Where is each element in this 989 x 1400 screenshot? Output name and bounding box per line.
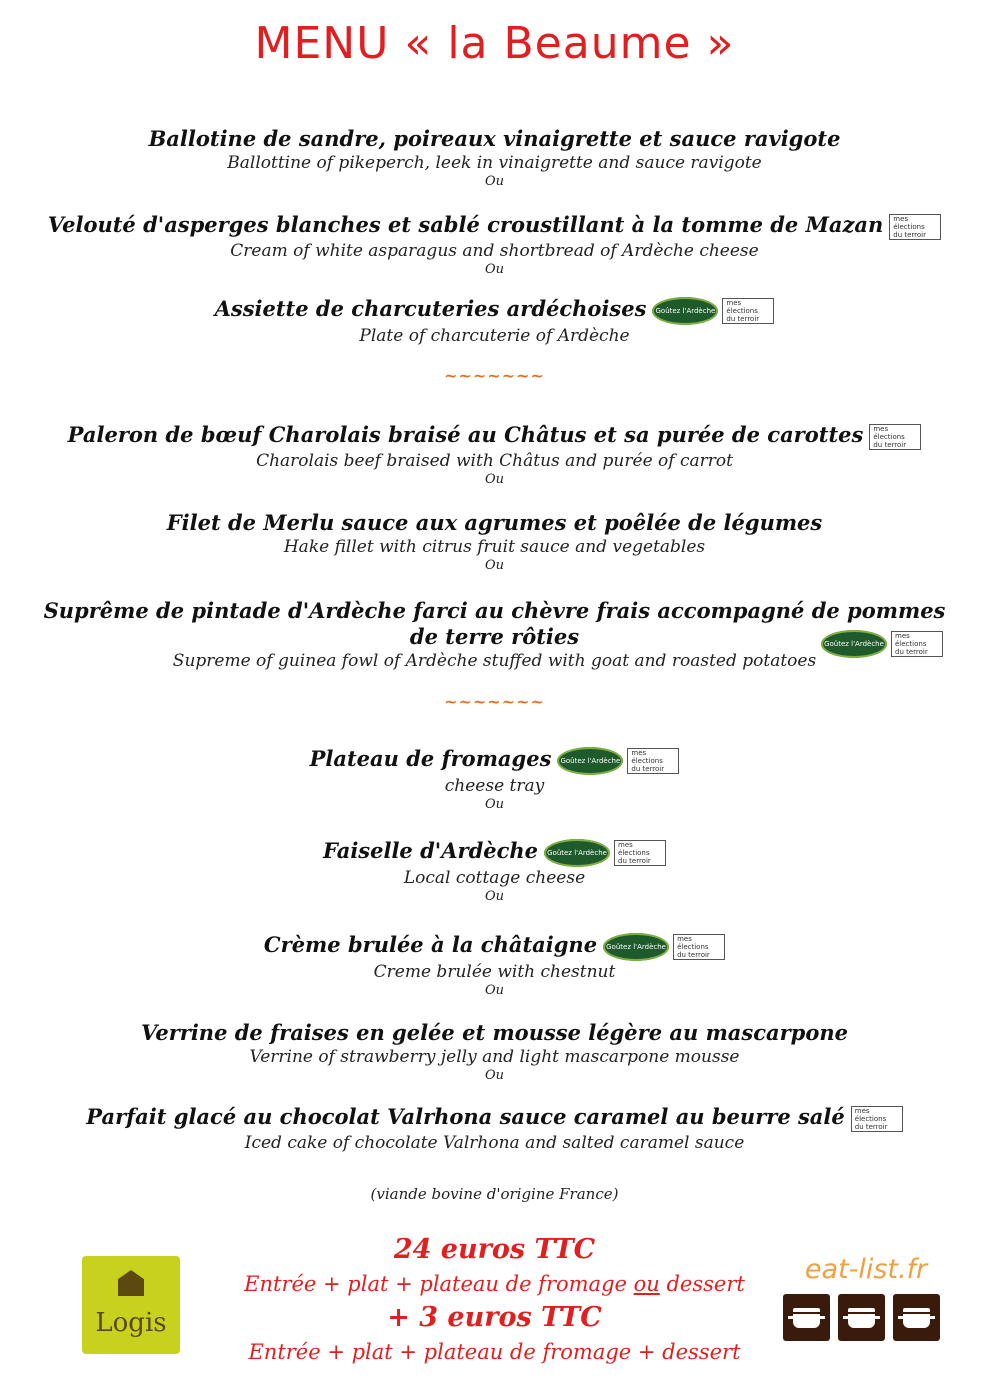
dish-main-2 — [0, 510, 989, 574]
dish-name-fr: Faiselle d'Ardèche — [322, 838, 539, 863]
section-separator: ~~~~~~~ — [444, 692, 545, 711]
dish-starter-1 — [0, 126, 989, 190]
selections-terroir-badge: mes élections du terroir — [673, 934, 725, 960]
or-separator: Ou — [484, 174, 505, 189]
dish-name-fr: Ballotine de sandre, poireaux vinaigrette et sauce ravigote — [148, 126, 841, 151]
dish-name-fr: Velouté d'asperges blanches et sablé croustillant à la tomme de Mazan — [47, 212, 884, 237]
or-separator: Ou — [484, 982, 505, 998]
price-main: 24 euros TTC — [393, 1234, 596, 1265]
selections-terroir-badge: mes élections du terroir — [614, 840, 666, 866]
dish-name-fr: Crème brulée à la châtaigne — [263, 932, 598, 957]
cooking-pot-rating — [783, 1294, 940, 1341]
dish-name-en: Ballottine of pikeperch, leek in vinaigrette and sauce ravigote — [227, 153, 762, 173]
dish-name-en: cheese tray — [444, 775, 545, 796]
formula-2: Entrée + plat + plateau de fromage + dessert — [248, 1340, 741, 1364]
dish-dessert-3 — [0, 1104, 989, 1154]
dish-name-fr: Paleron de bœuf Charolais braisé au Châtus et sa purée de carottes — [67, 422, 864, 447]
dish-name-en: Cream of white asparagus and shortbread of Ardèche cheese — [230, 240, 759, 261]
dish-cheese-1 — [0, 746, 989, 813]
eatlist-logo: eat-list.fr — [804, 1254, 928, 1285]
dish-name-fr: Assiette de charcuteries ardéchoises — [214, 296, 647, 321]
dish-name-fr: Verrine de fraises en gelée et mousse légère au mascarpone — [140, 1020, 849, 1045]
dish-cheese-2 — [0, 838, 989, 905]
or-separator: Ou — [484, 796, 505, 812]
selections-terroir-badge: mes élections du terroir — [869, 424, 921, 450]
dish-dessert-2 — [0, 1020, 989, 1084]
dish-name-en: Supreme of guinea fowl of Ardèche stuffed with goat and roasted potatoes — [172, 651, 817, 671]
formula-1: Entrée + plat + plateau de fromage ou dessert — [244, 1272, 745, 1296]
dish-name-en: Local cottage cheese — [403, 867, 586, 888]
dish-name-fr: Plateau de fromages — [309, 746, 552, 771]
dish-name-en: Plate of charcuterie of Ardèche — [359, 325, 630, 346]
dish-starter-2 — [0, 212, 989, 278]
section-separator: ~~~~~~~ — [444, 366, 545, 385]
dish-name-fr: Parfait glacé au chocolat Valrhona sauce caramel au beurre salé — [86, 1104, 845, 1129]
dish-dessert-1 — [0, 932, 989, 999]
or-separator: Ou — [484, 1068, 505, 1083]
logis-logo: Logis — [82, 1256, 180, 1354]
gouter-ardeche-badge: Goûtez l'Ardèche — [603, 933, 669, 961]
house-icon — [118, 1270, 144, 1296]
or-separator: Ou — [484, 558, 505, 573]
cooking-pot-icon — [838, 1294, 885, 1341]
dish-name-en: Charolais beef braised with Châtus and purée of carrot — [256, 450, 733, 471]
dish-name-fr: Suprême de pintade d'Ardèche farci au chèvre frais accompagné de pommes de terre rôties — [43, 598, 946, 649]
selections-terroir-badge: mes élections du terroir — [891, 631, 943, 657]
gouter-ardeche-badge: Goûtez l'Ardèche — [557, 747, 623, 775]
dish-main-3 — [40, 598, 949, 672]
menu-title: MENU « la Beaume » — [254, 18, 735, 69]
cooking-pot-icon — [893, 1294, 940, 1341]
dish-name-en: Iced cake of chocolate Valrhona and salted caramel sauce — [244, 1132, 745, 1153]
or-separator: Ou — [484, 888, 505, 904]
selections-terroir-badge: mes élections du terroir — [889, 214, 941, 240]
dish-main-1 — [0, 422, 989, 488]
cooking-pot-icon — [783, 1294, 830, 1341]
gouter-ardeche-badge: Goûtez l'Ardèche — [652, 297, 718, 325]
gouter-ardeche-badge: Goûtez l'Ardèche — [544, 839, 610, 867]
selections-terroir-badge: mes élections du terroir — [722, 298, 774, 324]
price-supplement: + 3 euros TTC — [387, 1302, 602, 1333]
dish-name-fr: Filet de Merlu sauce aux agrumes et poêlée de légumes — [166, 510, 823, 535]
dish-name-en: Verrine of strawberry jelly and light mascarpone mousse — [249, 1047, 740, 1067]
beef-origin-note: (viande bovine d'origine France) — [370, 1185, 619, 1203]
or-separator: Ou — [484, 261, 505, 277]
dish-name-en: Hake fillet with citrus fruit sauce and vegetables — [283, 537, 706, 557]
or-separator: Ou — [484, 471, 505, 487]
gouter-ardeche-badge: Goûtez l'Ardèche — [821, 630, 887, 658]
selections-terroir-badge: mes élections du terroir — [627, 748, 679, 774]
selections-terroir-badge: mes élections du terroir — [851, 1106, 903, 1132]
dish-name-en: Creme brulée with chestnut — [373, 961, 616, 982]
dish-starter-3 — [0, 296, 989, 347]
